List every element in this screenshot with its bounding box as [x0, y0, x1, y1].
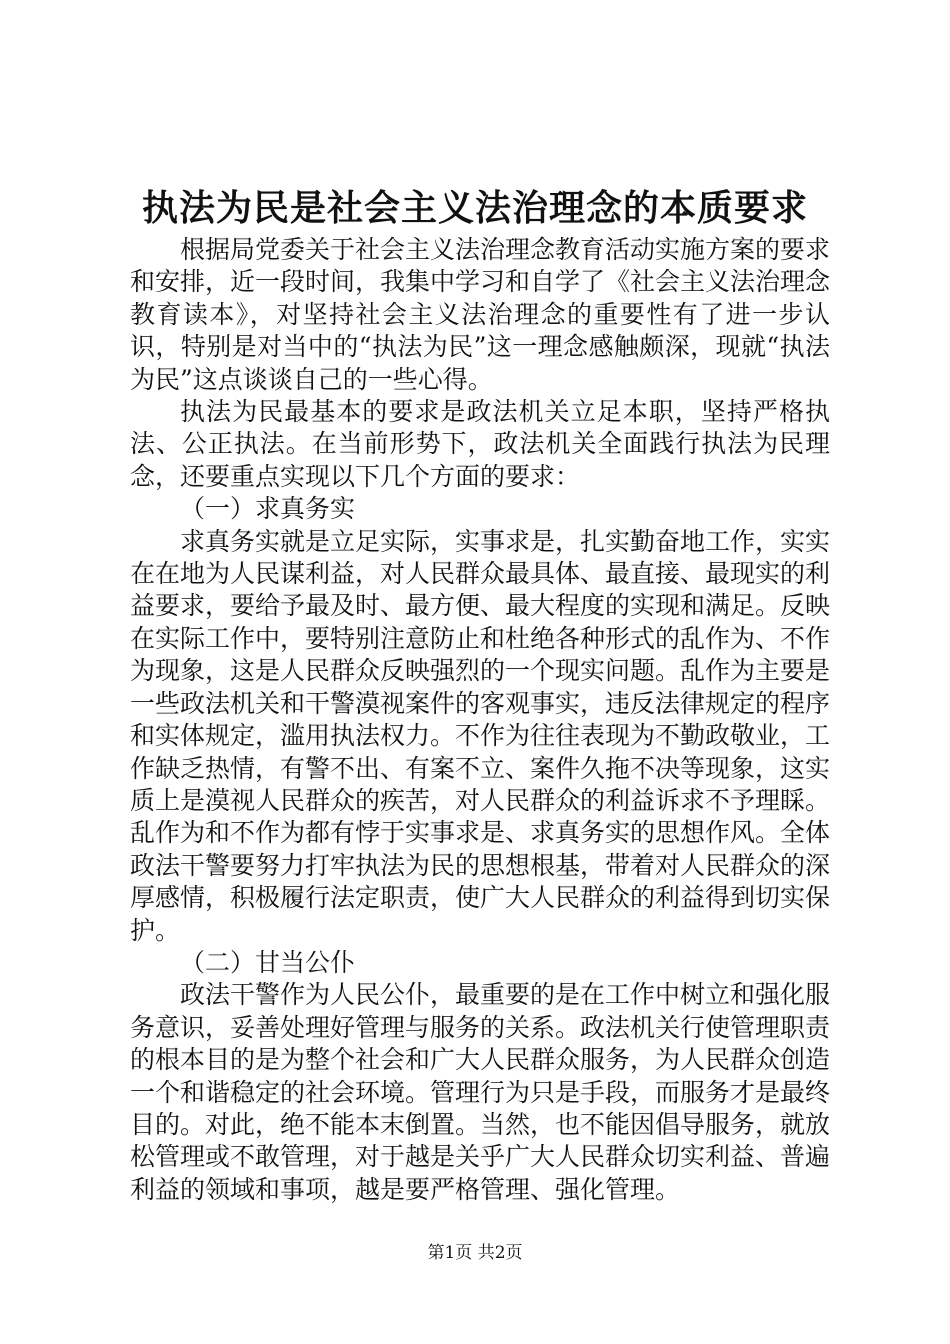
- paragraph-requirements: 执法为民最基本的要求是政法机关立足本职，坚持严格执法、公正执法。在当前形势下，政法机关全面践行执法为民理念，还要重点实现以下几个方面的要求：: [130, 397, 830, 491]
- paragraph-section-1: 求真务实就是立足实际，实事求是，扎实勤奋地工作，实实在在地为人民谋利益，对人民群众最具体、最直接、最现实的利益要求，要给予最及时、最方便、最大程度的实现和满足。反映在实际工作中，要特别注意防止和杜绝各种形式的乱作为、不作为现象，这是人民群众反映强烈的一个现实问题。乱作为主要是一些政法机关和干警漠视案件的客观事实，违反法律规定的程序和实体规定，滥用执法权力。不作为往往表现为不勤政敬业，工作缺乏热情，有警不出、有案不立、案件久拖不决等现象，这实质上是漠视人民群众的疾苦，对人民群众的利益诉求不予理睬。乱作为和不作为都有悖于实事求是、求真务实的思想作风。全体政法干警要努力打牢执法为民的思想根基，带着对人民群众的深厚感情，积极履行法定职责，使广大人民群众的利益得到切实保护。: [130, 526, 831, 945]
- section-heading-2: （二）甘当公仆: [180, 947, 356, 977]
- section-heading-1: （一）求真务实: [180, 494, 356, 524]
- document-body: [130, 234, 830, 1206]
- page-footer: 第1页 共2页: [427, 1243, 523, 1263]
- document-title: 执法为民是社会主义法治理念的本质要求: [141, 187, 808, 229]
- paragraph-intro: 根据局党委关于社会主义法治理念教育活动实施方案的要求和安排，近一段时间，我集中学习和自学了《社会主义法治理念教育读本》，对坚持社会主义法治理念的重要性有了进一步认识，特别是对当中的“执法为民”这一理念感触颇深，现就“执法为民”这点谈谈自己的一些心得。: [130, 235, 831, 394]
- paragraph-section-2: 政法干警作为人民公仆，最重要的是在工作中树立和强化服务意识，妥善处理好管理与服务的关系。政法机关行使管理职责的根本目的是为整个社会和广大人民群众服务，为人民群众创造一个和谐稳定的社会环境。管理行为只是手段，而服务才是最终目的。对此，绝不能本末倒置。当然，也不能因倡导服务，就放松管理或不敢管理，对于越是关乎广大人民群众切实利益、普遍利益的领域和事项，越是要严格管理、强化管理。: [130, 980, 831, 1204]
